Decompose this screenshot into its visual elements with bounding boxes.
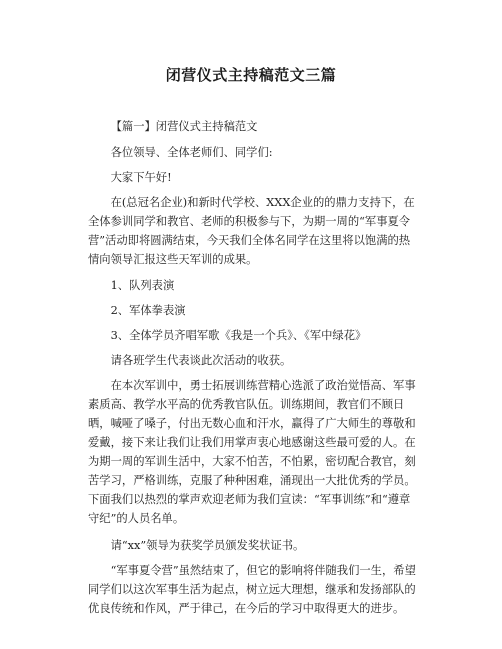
paragraph-item-3: 3、全体学员齐唱军歌《我是一个兵》、《军中绿花》 xyxy=(110,329,367,342)
paragraph-student-reps: 请各班学生代表谈此次活动的收获。 xyxy=(110,354,292,367)
paragraph-greeting: 各位领导、全体老师们、同学们: xyxy=(110,146,273,159)
paragraph-awards: 请“xx”领导为获奖学员颁发奖状证书。 xyxy=(110,539,305,552)
paragraph-training: 在本次军训中，勇士拓展训练营精心选派了政治觉悟高、军事素质高、教学水平高的优秀教官队伍。训练期间，教官们不顾日晒，喊哑了嗓子，付出无数心血和汗水，赢得了广大师生的尊敬和爱戴，接下来让我们让我们用掌声衷心地感谢这些最可爱的人。在为期一周的军训生活中，大家不怕苦，不怕累，密切配合教官，刻苦学习，严格训练，克服了种种困难，涌现出一大批优秀的学员。下面我们以热烈的掌声欢迎老师为我们宣读：“军事训练”和“遵章守纪”的人员名单。 xyxy=(88,379,416,525)
document-title: 闭营仪式主持稿范文三篇 xyxy=(165,66,337,84)
paragraph-intro: 在(总冠名企业)和新时代学校、XXX企业的的鼎力支持下，在全体参训同学和教官、老师的积极参与下，为期一周的“军事夏令营”活动即将圆满结束，今天我们全体名同学在这里将以饱满的热情向领导汇报这些天军训的成果。 xyxy=(88,196,415,266)
section-heading: 【篇一】闭营仪式主持稿范文 xyxy=(110,120,258,133)
paragraph-item-2: 2、军体拳表演 xyxy=(110,304,186,317)
paragraph-hello: 大家下午好! xyxy=(110,171,172,184)
paragraph-closing: “军事夏令营”虽然结束了，但它的影响将伴随我们一生，希望同学们以这次军事生活为起点，树立远大理想，继承和发扬部队的优良传统和作风，严于律己，在今后的学习中取得更大的进步。 xyxy=(88,564,416,615)
paragraph-item-1: 1、队列表演 xyxy=(110,279,175,292)
